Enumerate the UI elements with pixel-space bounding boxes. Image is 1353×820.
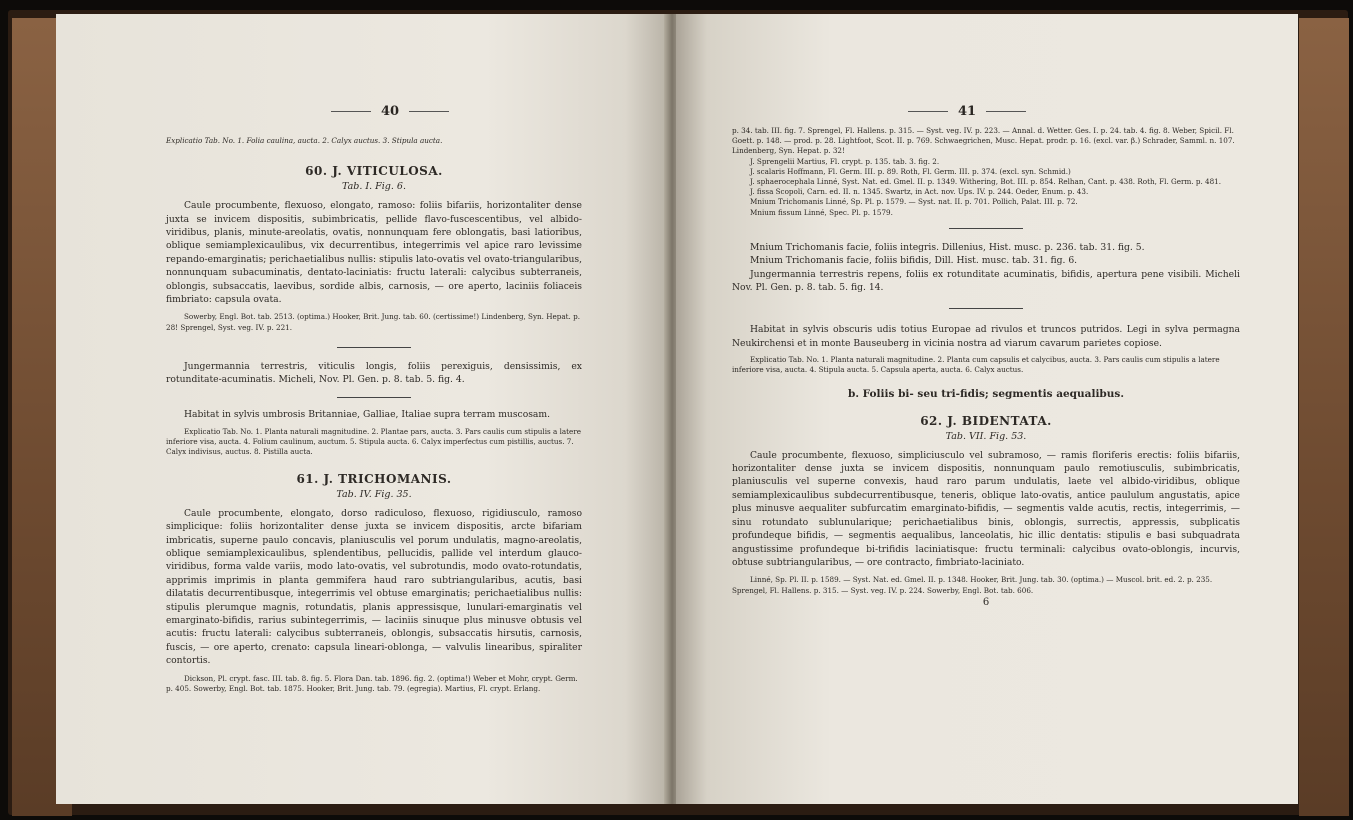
species-description: Caule procumbente, flexuoso, elongato, ramoso: foliis bifariis, horizontaliter dense juxta se invicem dispositis, subimbricatis, pellide flavo-fuscescentibus, vel albido-viridibus, planis, minute-areolatis, ovatis, nonnunquam fere oblongatis, basi latioribus, oblique semiamplexicaulibus, vix decurrentibus, integerrimis vel apice raro levissime repando-emarginatis; perichaetialibus nullis: stipulis lato-ovatis vel ovato-triangularibus, nonnunquam subacuminatis, dentato-laciniatis: fructu laterali: calycibus subterraneis, oblongis, subsaccatis, laevibus, sordide albis, carnosis, — ore aperto, laciniis foliaceis fimbriato: capsula ovata. [166, 200, 582, 306]
explicatio-top: Explicatio Tab. No. 1. Folia caulina, aucta. 2. Calyx auctus. 3. Stipula aucta. [166, 136, 443, 145]
species-tab-ref: Tab. IV. Fig. 35. [336, 488, 412, 500]
old-name-line: Mnium Trichomanis facie, foliis integris. Dillenius, Hist. musc. p. 236. tab. 31. fig. 5. [750, 241, 1145, 253]
species-description: Caule procumbente, flexuoso, simpliciusculo vel subramoso, — ramis floriferis erectis: foliis bifariis, horizontaliter dense juxta se invicem dispositis, nonnunquam paulo remotiusculis, subimbricatis, planiusculis vel superne convexis, haud raro parum undulatis, laete vel albido-viridibus, oblique semiamplexicaulibus subdecurrentibusque, teneris, oblique lato-ovatis, antice paululum angustatis, apice plus minusve aequaliter subfurcatim emarginato-bifidis, — segmentis valde acutis, rectis, integerrimis, — sinu rotundato sublunularique; perichaetialibus binis, oblongis, surrectis, appressis, subplicatis profundeque bifidis, — segmentis aequalibus, lanceolatis, hic illic dentatis: stipulis e basi subquadrata angustissime profundeque bi-trifidis laciniatisque: fructu terminali: calycibus ovato-oblongis, incurvis, obtuse subtriangularibus, — ore contracto, fimbriato-laciniato. [732, 449, 1240, 568]
old-name-line: Jungermannia terrestris repens, foliis ex rotunditate acuminatis, bifidis, apertura pene visibili. Micheli Nov. Pl. Gen. p. 8. tab. 5. fig. 14. [732, 268, 1240, 294]
species-explicatio: Explicatio Tab. No. 1. Planta naturali magnitudine. 2. Planta cum capsulis et calycibus, aucta. 3. Pars caulis cum stipulis a latere inferiore visa, aucta. 4. Stipula aucta. 5. Capsula aperta, aucta. 6. Calyx auctus. [732, 355, 1220, 375]
synonym-line: Mnium Trichomanis Linné, Sp. Pl. p. 1579. — Syst. nat. II. p. 701. Pollich, Palat. III. p. 72. [750, 197, 1078, 207]
synonym-line: J. fissa Scopoli, Carn. ed. II. n. 1345. Swartz, in Act. nov. Ups. IV. p. 244. Oeder, Enum. p. 43. [750, 187, 1089, 197]
divider [337, 347, 411, 348]
synonym-line: J. scalaris Hoffmann, Fl. Germ. III. p. 89. Roth, Fl. Germ. III. p. 374. (excl. syn. Schmid.) [750, 166, 1071, 176]
species-description: Caule procumbente, elongato, dorso radiculoso, flexuoso, rigidiusculo, ramoso simplicique: foliis horizontaliter dense juxta se invicem dispositis, arcte bifariam imbricatis, superne paulo concavis, planiusculis vel porum undulatis, magno-areolatis, oblique semiamplexicaulibus, splendentibus, pellucidis, pallide vel interdum glauco-viridibus, forma valde variis, modo lato-ovatis, vel subrotundis, modo ovato-rotundatis, apprimis imprimis in planta gemmifera haud raro subtriangularibus, acutis, basi dilatatis decurrentibusque, integerrimis vel obtuse emarginatis; perichaetialibus nullis: stipulis plerumque magnis, rotundatis, planis appressisque, lunulari-emarginatis vel emarginato-bifidis, rarius subintegerrimis, — laciniis sinuque plus minusve obtusis vel acutis: fructu laterali: calycibus subterraneis, oblongis, subsaccatis hirsutis, carnosis, fuscis, — ore aperto, crenato: capsula lineari-oblonga, — valvulis linearibus, spiraliter contortis. [166, 507, 582, 667]
species-references: Sowerby, Engl. Bot. tab. 2513. (optima.) Hooker, Brit. Jung. tab. 60. (certissime!) Lindenberg, Syn. Hepat. p. 28! Sprengel, Syst. veg. IV. p. 221. [166, 312, 580, 332]
divider [949, 228, 1023, 229]
species-habitat: Habitat in sylvis obscuris udis totius Europae ad rivulos et truncos putridos. Legi in sylva permagna Neukirchensi et in monte Bauseuberg in vicinia nostra ad viarum cavarum parietes copiose. [732, 324, 1240, 349]
signature-mark: 6 [982, 596, 990, 608]
right-page [676, 14, 1298, 804]
left-page [56, 14, 668, 804]
species-references: Linné, Sp. Pl. II. p. 1589. — Syst. Nat. ed. Gmel. II. p. 1348. Hooker, Brit. Jung. tab. 30. (optima.) — Muscol. brit. ed. 2. p. 235. Sprengel, Fl. Hallens. p. 315. — Syst. veg. IV. p. 224. Sowerby, Engl. Bot. tab. 606. [732, 575, 1213, 595]
page-number-header [331, 104, 449, 119]
cover-right-edge [1299, 18, 1349, 816]
species-tab-ref: Tab. I. Fig. 6. [342, 181, 406, 193]
references-continued: p. 34. tab. III. fig. 7. Sprengel, Fl. Hallens. p. 315. — Syst. veg. IV. p. 223. — Annal. d. Wetter. Ges. I. p. 24. tab. 4. fig. 8. Weber, Spicil. Fl. Goett. p. 148. — prod. p. 28. Lightfoot, Scot. II. p. 769. Schwaegrichen, Musc. Hepat. prodr. p. 16. (excl. var. β.) Schrader, Samml. n. 107. Lindenberg, Syn. Hepat. p. 32! [732, 126, 1235, 156]
divider [337, 397, 411, 398]
species-title: 61. J. TRICHOMANIS. [296, 471, 452, 486]
synonym-line: Mnium fissum Linné, Spec. Pl. p. 1579. [750, 207, 893, 217]
page-number: 41 [958, 104, 977, 119]
section-heading: b. Foliis bi- seu tri-fidis; segmentis aequalibus. [848, 387, 1124, 400]
page-number: 40 [381, 104, 400, 119]
divider [949, 308, 1023, 309]
page-number-header [908, 104, 1026, 119]
species-tab-ref: Tab. VII. Fig. 53. [945, 430, 1027, 442]
species-title: 60. J. VITICULOSA. [305, 164, 443, 179]
species-habitat: Habitat in sylvis umbrosis Britanniae, Galliae, Italiae supra terram muscosam. [184, 408, 551, 420]
species-explicatio: Explicatio Tab. No. 1. Planta naturali magnitudine. 2. Plantae pars, aucta. 3. Pars caulis cum stipulis a latere inferiore visa, aucta. 4. Folium caulinum, auctum. 5. Stipula aucta. 6. Calyx imperfectus cum pistillis, auctus. 7. Calyx indivisus, auctus. 8. Pistilla aucta. [166, 427, 581, 457]
species-references: Dickson, Pl. crypt. fasc. III. tab. 8. fig. 5. Flora Dan. tab. 1896. fig. 2. (optima!) Weber et Mohr, crypt. Germ. p. 405. Sowerby, Engl. Bot. tab. 1875. Hooker, Brit. Jung. tab. 79. (egregia). Martius, Fl. crypt. Erlang. [166, 673, 578, 693]
species-synonym: Jungermannia terrestris, viticulis longis, foliis perexiguis, densissimis, ex rotunditate-acuminatis. Micheli, Nov. Pl. Gen. p. 8. tab. 5. fig. 4. [166, 360, 582, 386]
synonym-line: J. Sprengelii Martius, Fl. crypt. p. 135. tab. 3. fig. 2. [750, 156, 940, 166]
species-title: 62. J. BIDENTATA. [920, 413, 1052, 428]
old-name-line: Mnium Trichomanis facie, foliis bifidis, Dill. Hist. musc. tab. 31. fig. 6. [750, 255, 1078, 267]
synonym-line: J. sphaerocephala Linné, Syst. Nat. ed. Gmel. II. p. 1349. Withering, Bot. III. p. 854. Relhan, Cant. p. 438. Roth, Fl. Germ. p. 481. [750, 177, 1222, 187]
